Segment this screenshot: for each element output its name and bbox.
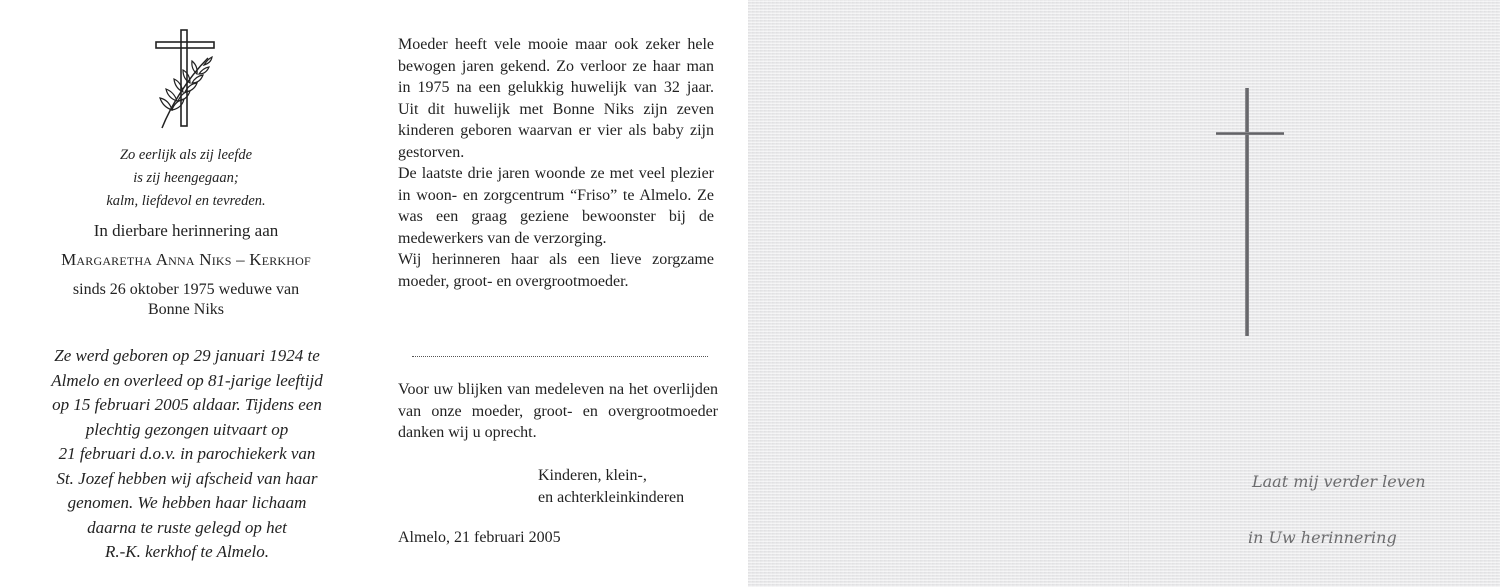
verse-line: in Uw herinnering [1248, 528, 1397, 547]
biography-line: plechtig gezongen uitvaart op [85, 419, 289, 439]
card-fold [1128, 0, 1130, 587]
biography [22, 344, 352, 565]
poem-line: is zij heengegaan; [133, 170, 239, 186]
biography-line: Almelo en overleed op 81-jarige leeftijd [51, 370, 323, 390]
widow-line: Bonne Niks [148, 301, 224, 318]
signature [538, 465, 684, 509]
life-paragraph: De laatste drie jaren woonde ze met veel plezier in woon- en zorgcentrum “Friso” te Almelo. Ze was een graag geziene bewoonster bij de medewerkers van de verzorging. [398, 165, 714, 247]
life-paragraph: Wij herinneren haar als een lieve zorgzame moeder, groot- en overgrootmoeder. [398, 251, 714, 290]
middle-panel [372, 0, 748, 587]
widow-statement [0, 280, 372, 320]
poem [0, 144, 372, 213]
left-panel [0, 0, 372, 587]
memorial-intro: In dierbare herinnering aan [93, 221, 279, 240]
cover-panel [748, 0, 1500, 587]
deceased-name [0, 250, 372, 270]
biography-line: daarna te ruste gelegd op het [87, 517, 287, 537]
signature-line: en achterkleinkinderen [538, 489, 685, 506]
biography-line: genomen. We hebben haar lichaam [67, 493, 307, 512]
biography-line: R.-K. kerkhof te Almelo. [105, 542, 269, 561]
dotted-divider [412, 356, 708, 357]
life-text [398, 34, 714, 292]
signature-line: Kinderen, klein-, [538, 467, 647, 484]
widow-line: sinds 26 oktober 1975 weduwe van [72, 281, 300, 298]
biography-line: St. Jozef hebben wij afscheid van haar [56, 468, 318, 488]
poem-line: Zo eerlijk als zij leefde [119, 147, 253, 163]
biography-line: 21 februari d.o.v. in parochiekerk van [58, 444, 316, 463]
life-paragraph: Moeder heeft vele mooie maar ook zeker hele bewogen jaren gekend. Zo verloor ze haar man in 1975 na een gelukkig huwelijk van 32 jaar. Uit dit huwelijk met Bonne Niks zijn zeven kinderen geboren waarvan er vier als baby zijn gestorven. [398, 36, 714, 161]
poem-line: kalm, liefdevol en tevreden. [106, 193, 266, 209]
place-date: Almelo, 21 februari 2005 [398, 529, 561, 546]
verse-line: Laat mij verder leven [1252, 472, 1426, 491]
biography-line: Ze werd geboren op 29 januari 1924 te [54, 346, 320, 365]
cross-with-wheat-icon [148, 28, 222, 132]
silver-cross-icon [1212, 88, 1284, 338]
biography-line: op 15 februari 2005 aldaar. Tijdens een [52, 395, 322, 414]
thanks-text: Voor uw blijken van medeleven na het overlijden van onze moeder, groot- en overgrootmoeder danken wij u oprecht. [398, 381, 718, 441]
deceased-name-text: Margaretha Anna Niks – Kerkhof [61, 250, 311, 269]
